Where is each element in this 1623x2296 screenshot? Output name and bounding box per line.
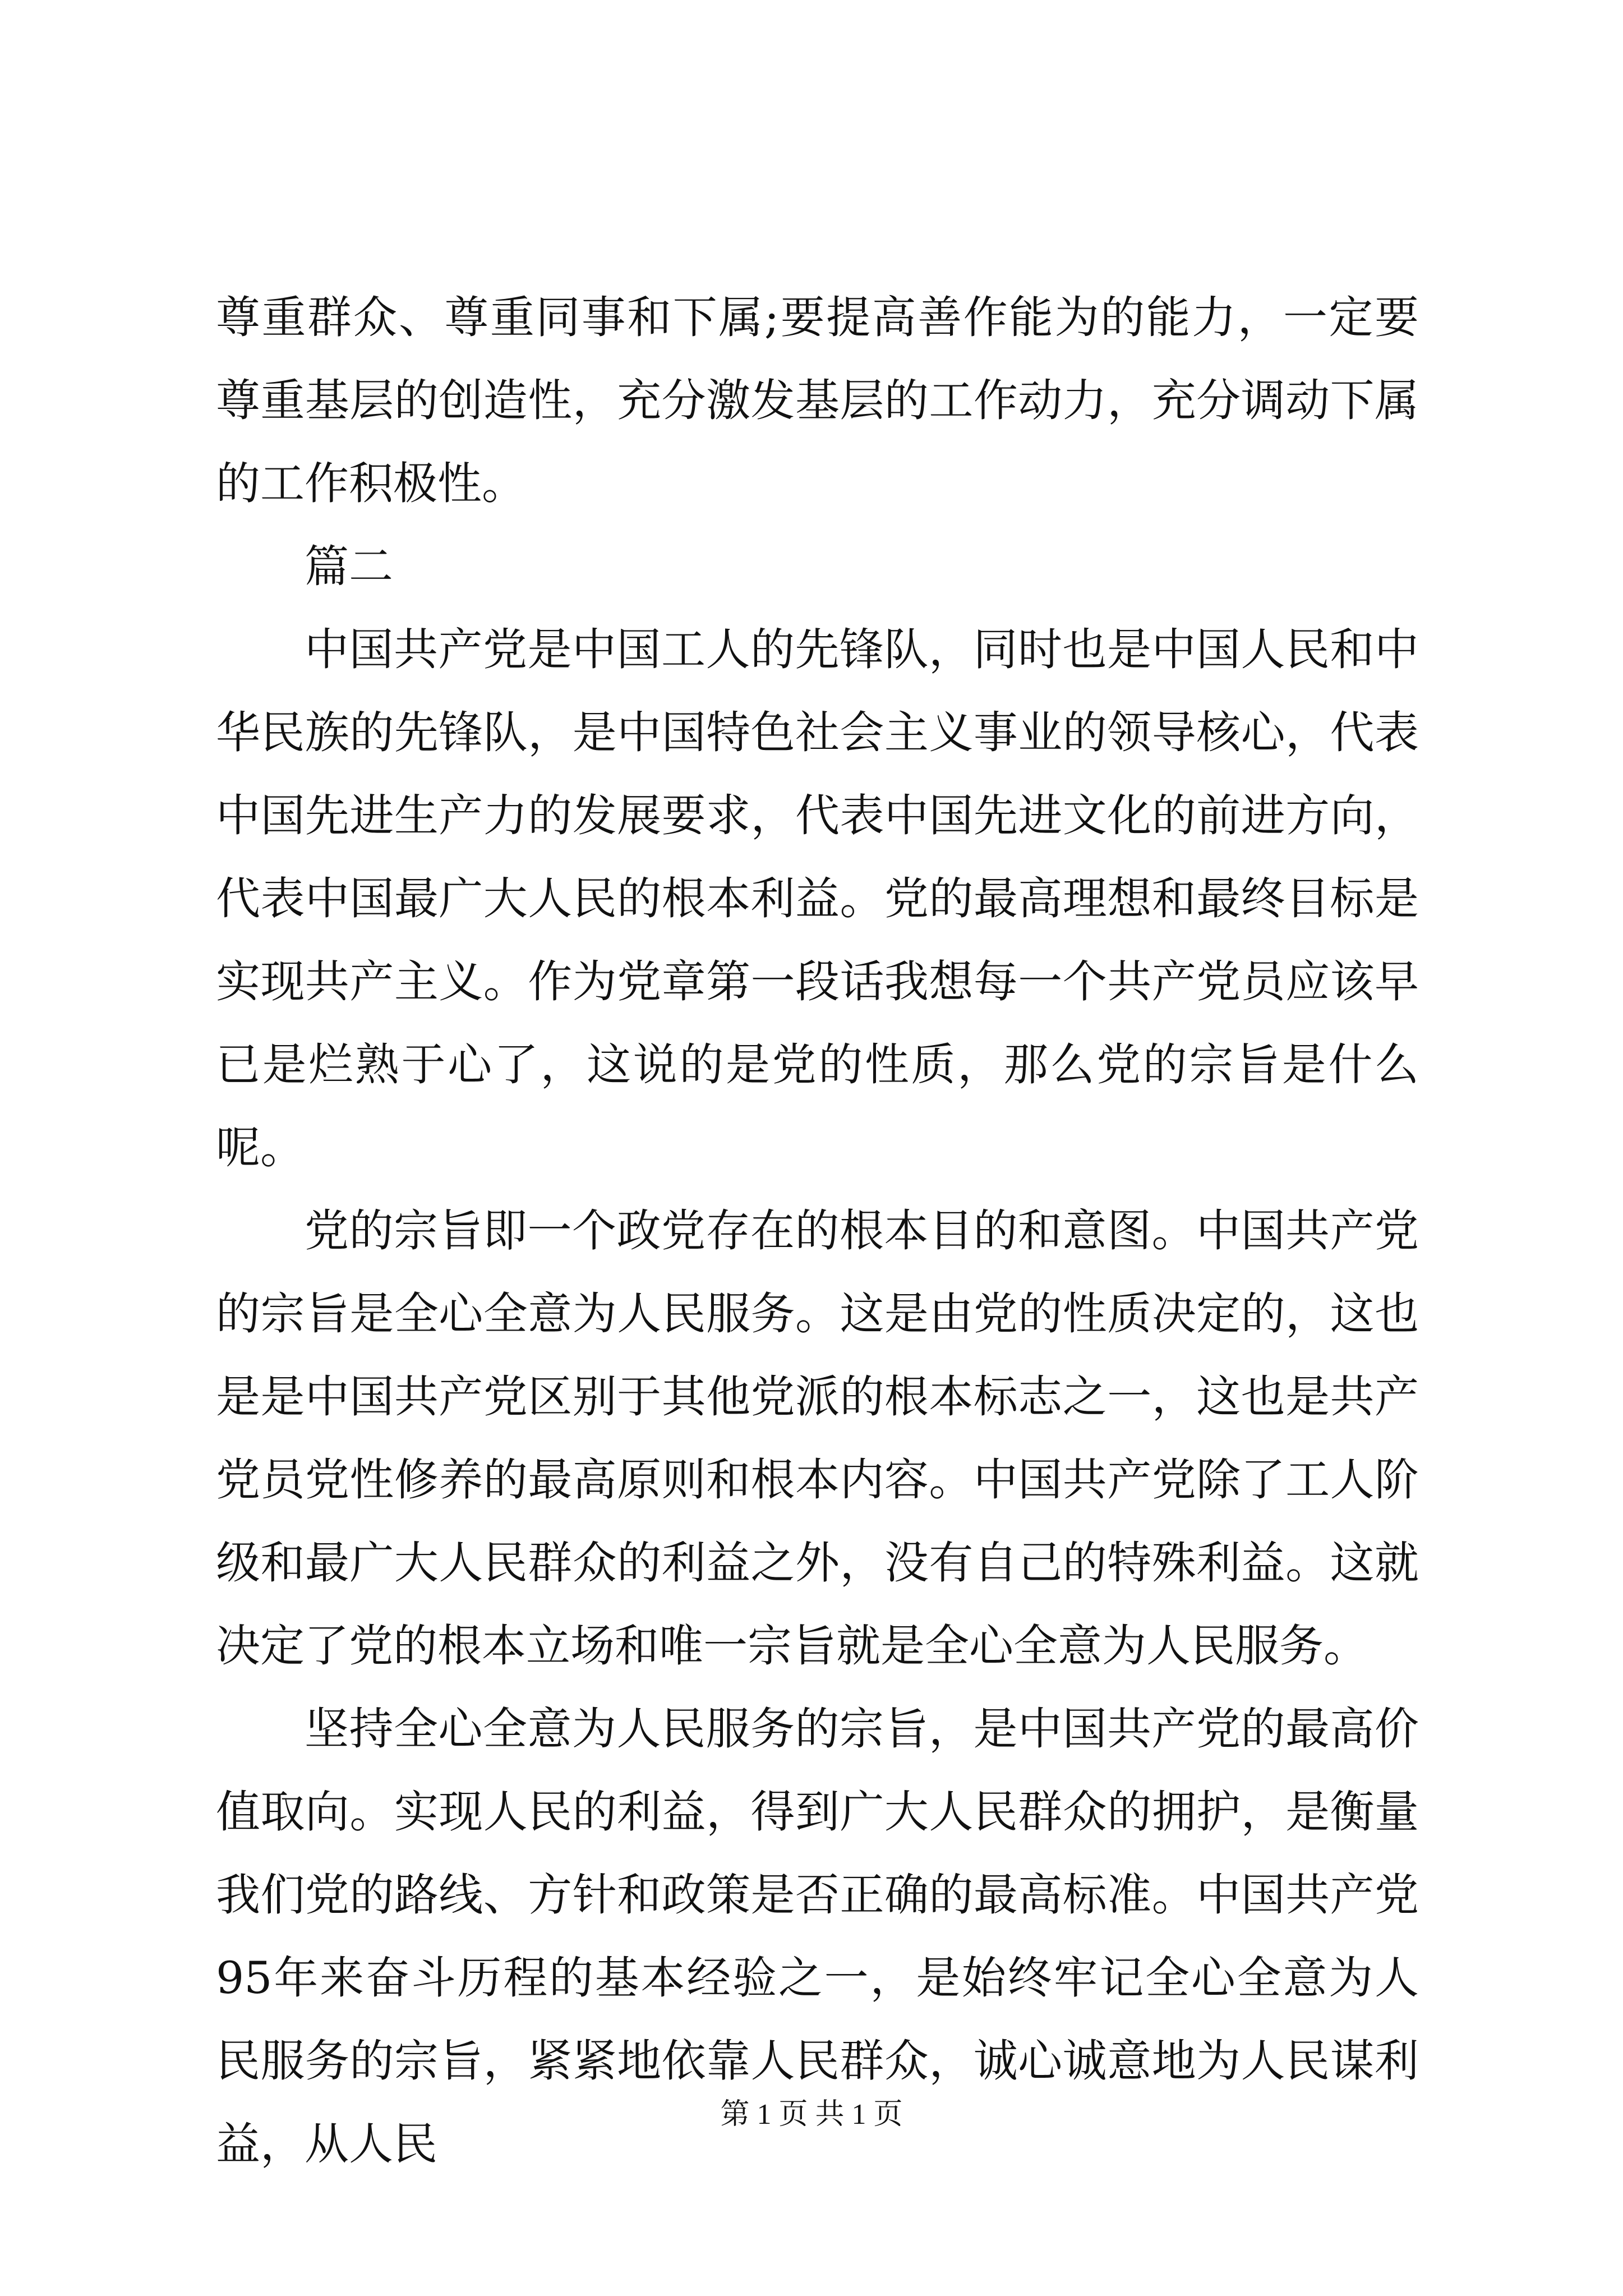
paragraph: 坚持全心全意为人民服务的宗旨，是中国共产党的最高价值取向。实现人民的利益，得到广大人民群众的拥护，是衡量我们党的路线、方针和政策是否正确的最高标准。中国共产党95年来奋斗历程的基本经验之一，是始终牢记全心全意为人民服务的宗旨，紧紧地依靠人民群众，诚心诚意地为人民谋利益，从人民 (216, 1703, 1419, 2170)
document-body (216, 276, 1419, 2185)
section-heading: 篇二 (305, 541, 393, 592)
paragraph-continuation: 尊重群众、尊重同事和下属;要提高善作能为的能力，一定要尊重基层的创造性，充分激发基层的工作动力，充分调动下属的工作积极性。 (216, 292, 1419, 509)
paragraph: 党的宗旨即一个政党存在的根本目的和意图。中国共产党的宗旨是全心全意为人民服务。这是由党的性质决定的，这也是是中国共产党区别于其他党派的根本标志之一，这也是共产党员党性修养的最高原则和根本内容。中国共产党除了工人阶级和最广大人民群众的利益之外，没有自己的特殊利益。这就决定了党的根本立场和唯一宗旨就是全心全意为人民服务。 (216, 1205, 1419, 1672)
page-footer: 第 1 页 共 1 页 (720, 2099, 903, 2131)
paragraph: 中国共产党是中国工人的先锋队，同时也是中国人民和中华民族的先锋队，是中国特色社会主义事业的领导核心，代表中国先进生产力的发展要求，代表中国先进文化的前进方向，代表中国最广大人民的根本利益。党的最高理想和最终目标是实现共产主义。作为党章第一段话我想每一个共产党员应该早已是烂熟于心了，这说的是党的性质，那么党的宗旨是什么呢。 (216, 624, 1419, 1174)
